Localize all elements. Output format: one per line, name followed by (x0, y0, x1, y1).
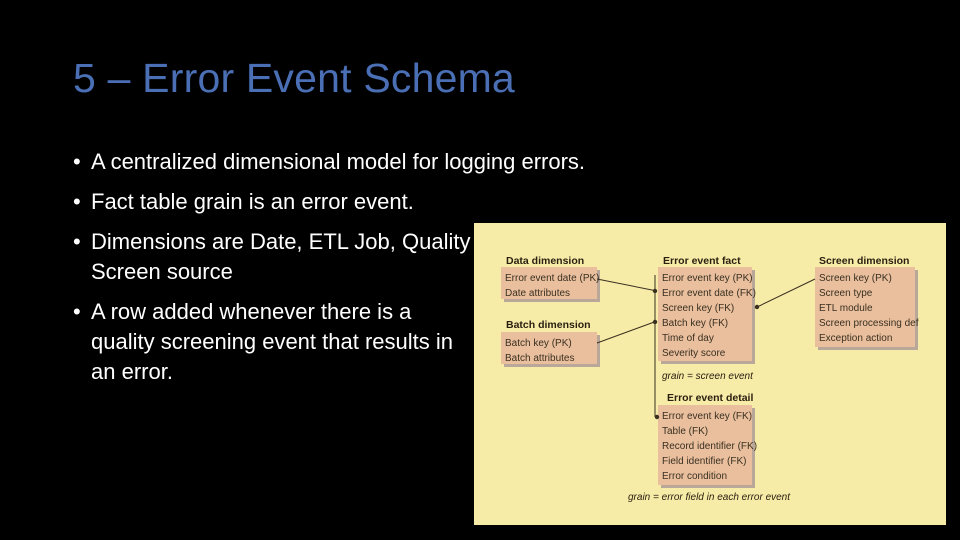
bullet-item: • A centralized dimensional model for logging errors. (73, 147, 793, 177)
batch-dimension-title: Batch dimension (506, 319, 591, 331)
error-event-fact-field: Error event key (PK) (662, 273, 753, 284)
error-event-detail-field: Table (FK) (662, 426, 709, 437)
error-event-fact-field: Error event date (FK) (662, 288, 756, 299)
error-event-fact-title: Error event fact (663, 255, 741, 267)
error-event-fact-field: Batch key (FK) (662, 318, 729, 329)
bullet-item: • A row added whenever there is a quality screening event that results in an error. (73, 297, 471, 387)
relationship-line-date (597, 279, 657, 291)
bullet-item: • Fact table grain is an error event. (73, 187, 793, 217)
date-dimension-field: Error event date (PK) (505, 273, 600, 284)
date-dimension-field: Date attributes (505, 288, 571, 299)
screen-dimension-title: Screen dimension (819, 255, 910, 267)
schema-diagram (474, 223, 946, 525)
schema-diagram-svg (474, 223, 946, 525)
error-event-fact-field: Time of day (662, 333, 714, 344)
error-event-detail-title: Error event detail (667, 392, 754, 404)
slide-title: 5 – Error Event Schema (73, 55, 515, 101)
relationship-line-batch (597, 321, 657, 343)
error-event-detail-field: Error condition (662, 471, 728, 482)
date-dimension-title: Data dimension (506, 255, 585, 267)
relationship-line-screen (755, 279, 815, 308)
error-event-detail-grain: grain = error field in each error event (628, 492, 791, 503)
relationship-end-dot (655, 415, 659, 419)
error-event-detail-field: Record identifier (FK) (662, 441, 758, 452)
batch-dimension-field: Batch attributes (505, 353, 575, 364)
bullet-item: • Dimensions are Date, ETL Job, Quality Screen source (73, 227, 471, 287)
screen-dimension-field: Screen type (819, 288, 873, 299)
screen-dimension-field: ETL module (819, 303, 873, 314)
error-event-detail-field: Field identifier (FK) (662, 456, 747, 467)
screen-dimension-field: Screen processing def (819, 318, 919, 329)
screen-dimension-field: Exception action (819, 333, 893, 344)
error-event-fact-grain: grain = screen event (662, 371, 753, 382)
error-event-detail-field: Error event key (FK) (662, 411, 753, 422)
relationship-end-dot (755, 305, 759, 309)
error-event-fact-field: Severity score (662, 348, 726, 359)
batch-dimension-field: Batch key (PK) (505, 338, 572, 349)
error-event-fact-field: Screen key (FK) (662, 303, 735, 314)
screen-dimension-field: Screen key (PK) (819, 273, 892, 284)
